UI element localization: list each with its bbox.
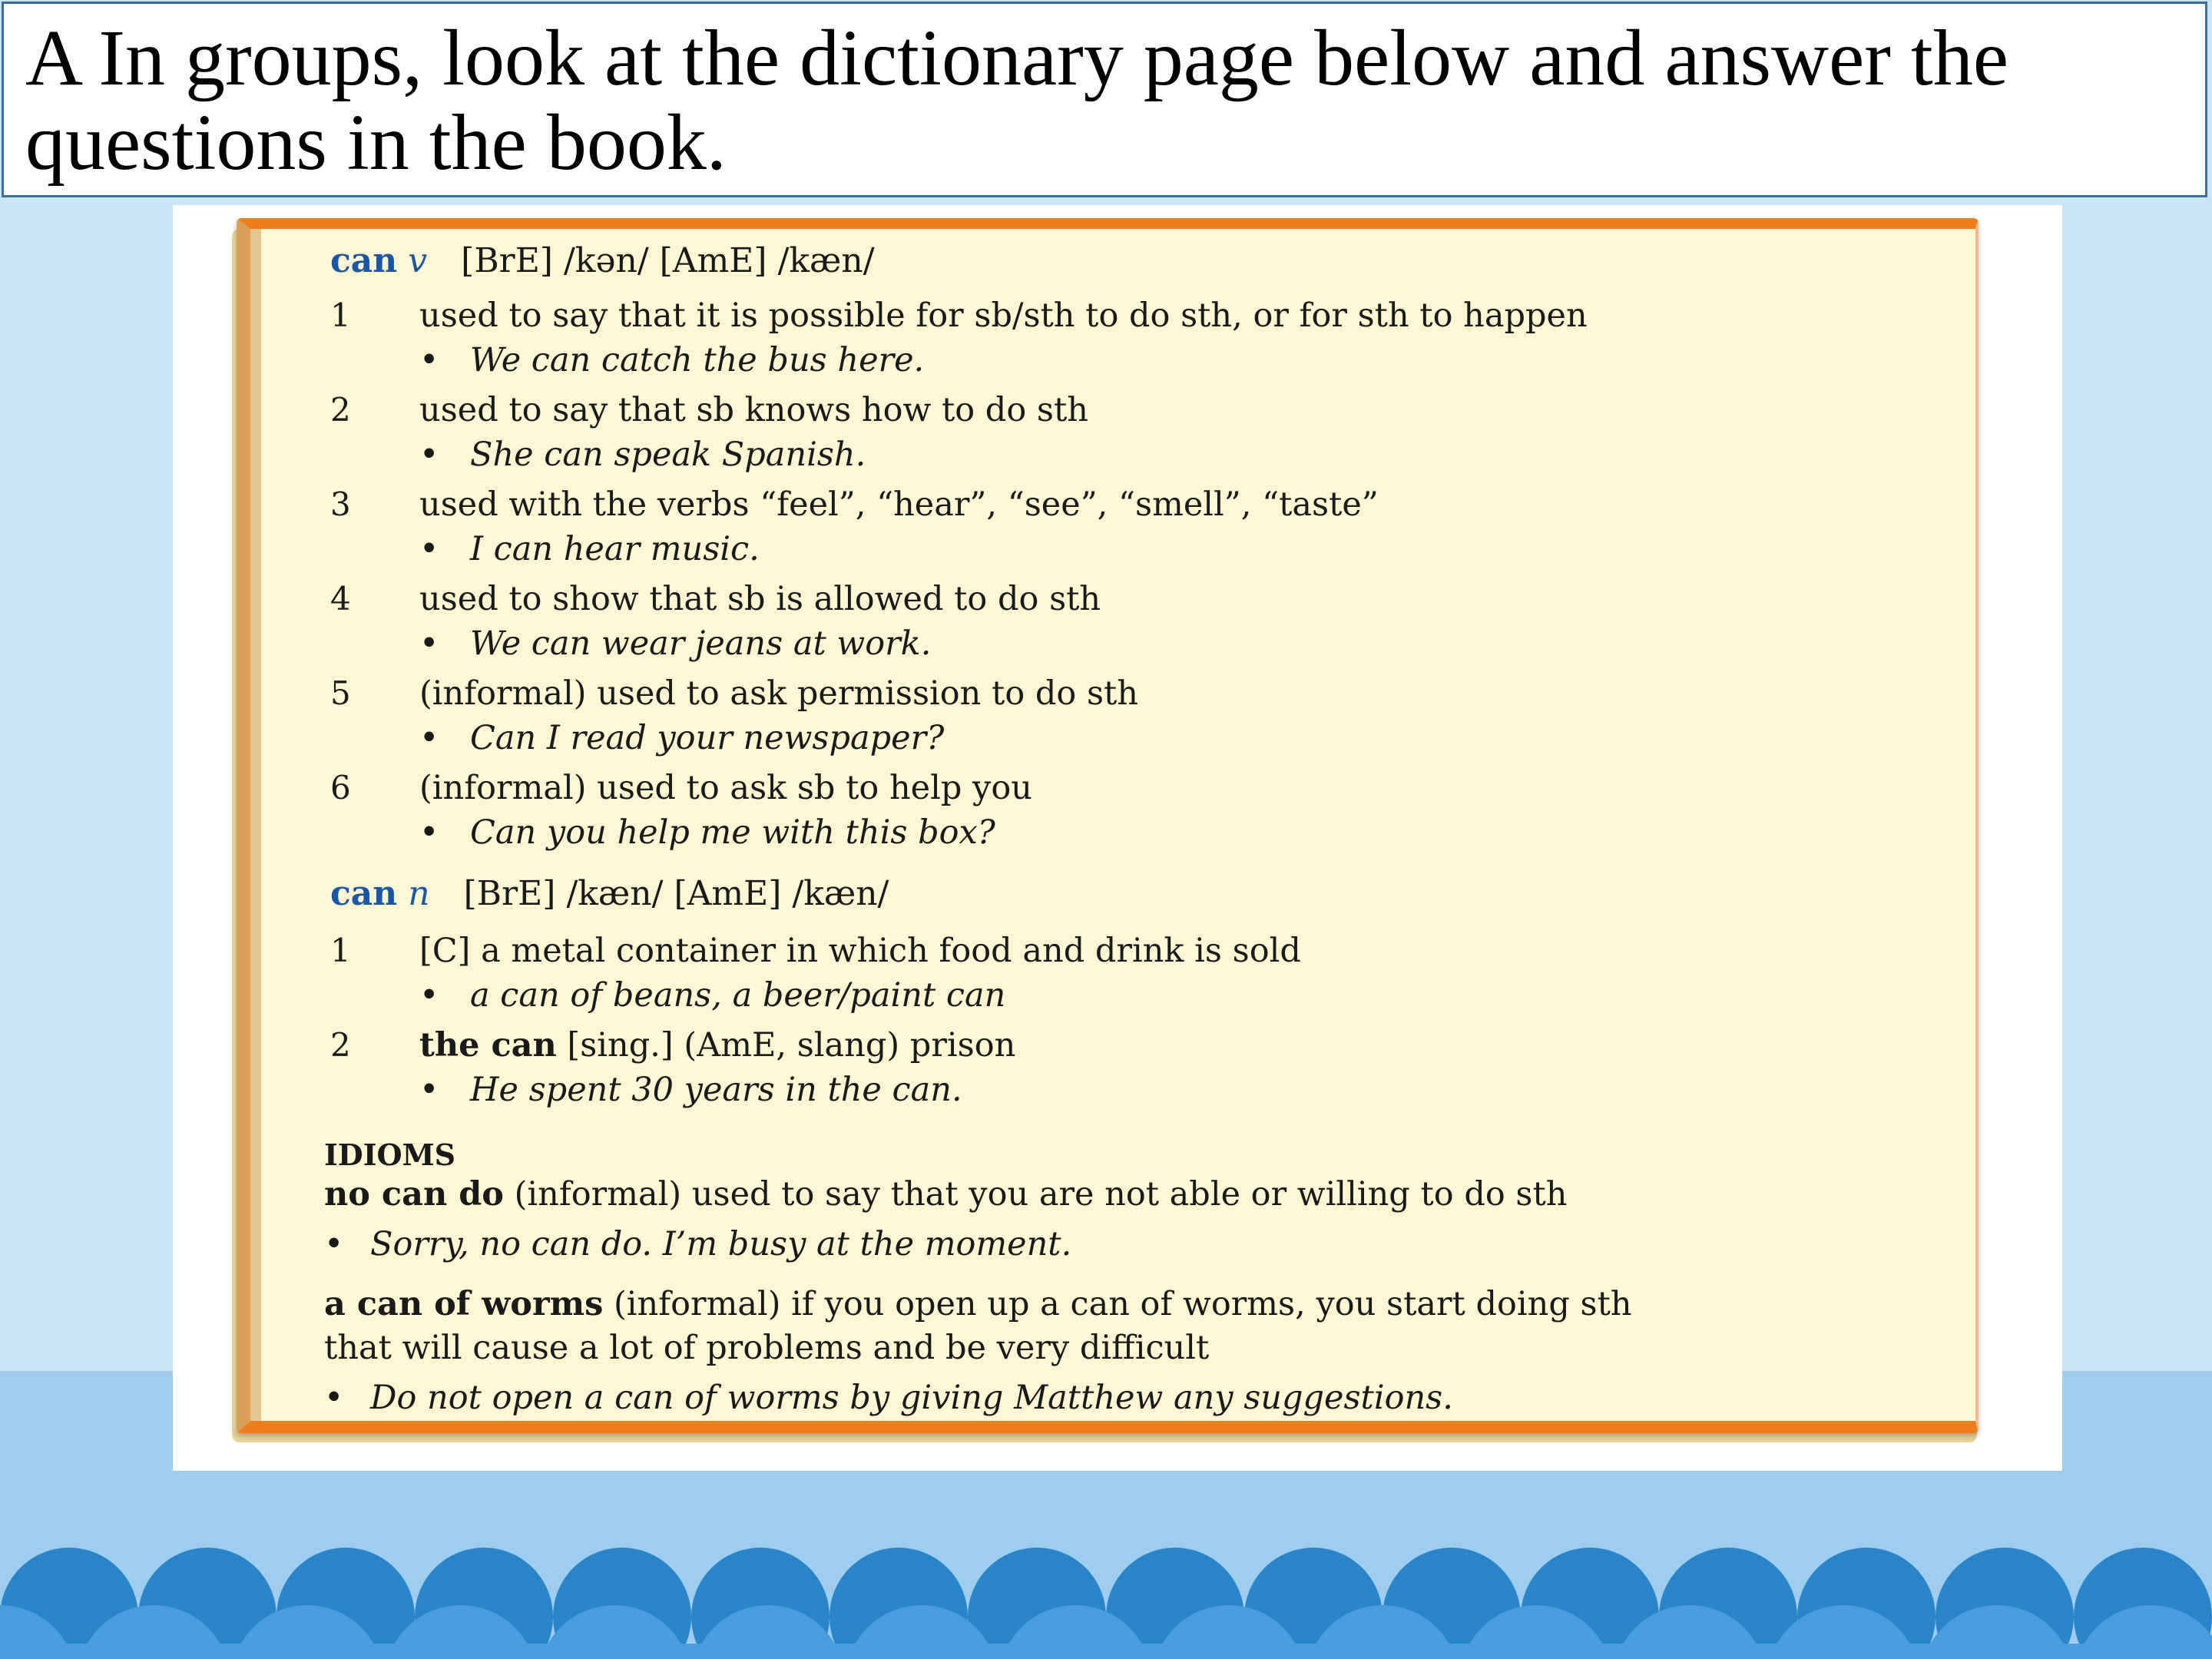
example-text: We can wear jeans at work. (470, 624, 932, 663)
verb-sense-number: 3 (330, 485, 351, 523)
noun-pronunciation: [BrE] /kæn/ [AmE] /kæn/ (463, 874, 889, 913)
verb-sense-example (419, 813, 995, 852)
verb-sense-definition: used to show that sb is allowed to do sth (419, 580, 1101, 618)
idiom-example (324, 1225, 1071, 1263)
idiom-phrase: a can of worms (324, 1285, 604, 1323)
example-text: a can of beans, a beer/paint can (470, 976, 1006, 1015)
verb-sense-number: 4 (330, 580, 351, 618)
example-text: She can speak Spanish. (470, 435, 866, 474)
verb-sense-definition: used to say that sb knows how to do sth (419, 391, 1088, 429)
verb-sense-example (419, 435, 866, 474)
instruction-text: A In groups, look at the dictionary page below and answer the questions in the book. (25, 14, 2008, 187)
idiom-definition (324, 1285, 1632, 1323)
verb-sense-definition: used with the verbs “feel”, “hear”, “see”, “smell”, “taste” (419, 485, 1379, 524)
example-text: He spent 30 years in the can. (470, 1071, 962, 1109)
verb-sense-definition: (informal) used to ask permission to do sth (419, 674, 1139, 713)
verb-pronunciation: [BrE] /kən/ [AmE] /kæn/ (461, 241, 875, 280)
noun-entry-headline (330, 874, 889, 913)
idiom-example (324, 1379, 1453, 1417)
bullet: • (419, 530, 439, 568)
example-text: Do not open a can of worms by giving Matthew any suggestions. (370, 1379, 1453, 1417)
noun-sense-text: [sing.] (AmE, slang) prison (556, 1026, 1016, 1065)
verb-sense-definition: used to say that it is possible for sb/sth to do sth, or for sth to happen (419, 296, 1588, 335)
idiom-text: (informal) if you open up a can of worms, you start doing sth (603, 1285, 1632, 1323)
noun-sense-number: 2 (330, 1026, 351, 1064)
verb-sense-example (419, 530, 760, 568)
noun-sense-definition: [C] a metal container in which food and drink is sold (419, 932, 1301, 970)
bullet: • (419, 435, 439, 474)
idiom-definition-continued: that will cause a lot of problems and be very difficult (324, 1329, 1210, 1367)
verb-sense-number: 2 (330, 391, 351, 429)
noun-sense-number: 1 (330, 932, 351, 969)
bullet: • (419, 976, 439, 1015)
instruction-box (2, 2, 2207, 197)
bullet: • (419, 624, 439, 663)
noun-pos: n (408, 874, 430, 913)
idiom-phrase: no can do (324, 1175, 504, 1214)
verb-headword: can (330, 241, 398, 280)
verb-pos: v (408, 241, 428, 280)
verb-sense-number: 6 (330, 769, 351, 806)
verb-entry-headline (330, 241, 875, 280)
verb-sense-example (419, 624, 931, 663)
noun-sense-example (419, 1071, 962, 1109)
example-text: I can hear music. (470, 530, 760, 568)
idioms-heading: IDIOMS (324, 1137, 456, 1172)
noun-headword: can (330, 874, 398, 913)
bullet: • (419, 341, 439, 379)
noun-sense-definition (419, 1026, 1015, 1065)
verb-sense-definition: (informal) used to ask sb to help you (419, 769, 1032, 807)
example-text: Can I read your newspaper? (470, 719, 945, 757)
verb-sense-number: 5 (330, 674, 351, 712)
noun-sense-example (419, 976, 1005, 1015)
bullet: • (419, 813, 439, 852)
example-text: Sorry, no can do. I’m busy at the moment. (370, 1225, 1072, 1263)
verb-sense-number: 1 (330, 296, 351, 334)
bullet: • (419, 719, 439, 757)
bullet: • (324, 1379, 344, 1417)
bullet: • (419, 1071, 439, 1109)
bullet: • (324, 1225, 344, 1263)
scallop-base (0, 1644, 2212, 1659)
idiom-text: (informal) used to say that you are not able or willing to do sth (503, 1175, 1568, 1214)
verb-sense-example (419, 341, 924, 379)
idiom-definition (324, 1175, 1567, 1214)
dictionary-content (250, 229, 1975, 1421)
example-text: We can catch the bus here. (470, 341, 925, 379)
dictionary-page (237, 218, 1979, 1433)
verb-sense-example (419, 719, 944, 757)
example-text: Can you help me with this box? (470, 813, 995, 852)
noun-sense-phrase: the can (419, 1026, 557, 1065)
scallop-decoration (0, 1498, 2212, 1659)
